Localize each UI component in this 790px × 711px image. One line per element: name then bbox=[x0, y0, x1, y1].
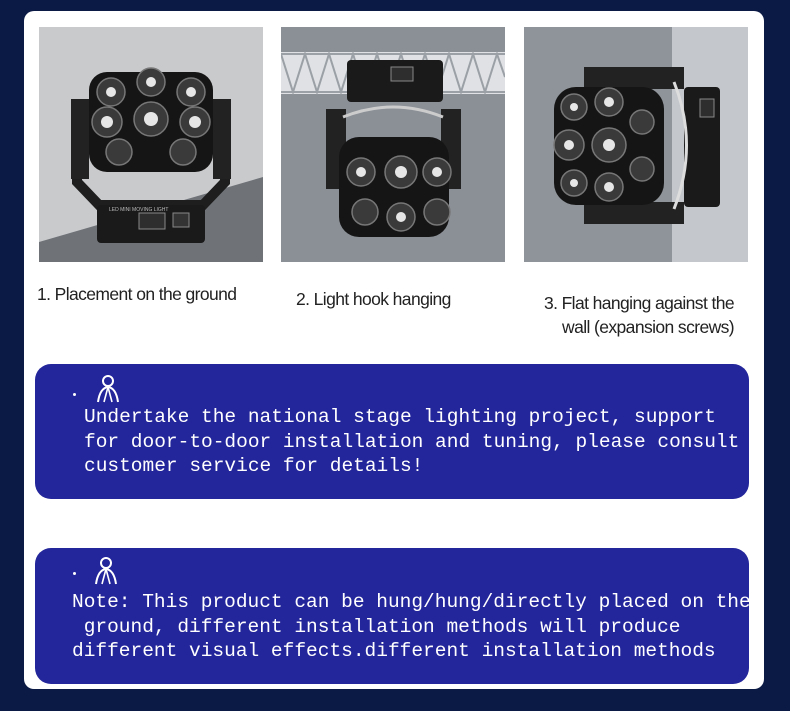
service-info-panel bbox=[35, 364, 749, 499]
caption-ground-placement: 1. Placement on the ground bbox=[37, 284, 237, 304]
hook-hanging-photo bbox=[281, 27, 505, 262]
caption-wall-hanging bbox=[524, 291, 734, 339]
installation-note-text: Note: This product can be hung/hung/directly placed on the ground, different installation methods will produce different visual effects.different installation methods bbox=[72, 591, 751, 662]
service-info-text: Undertake the national stage lighting project, support for door-to-door installation and tuning, please consult customer service for details! bbox=[84, 406, 740, 477]
svg-text:LED MINI MOVING LIGHT: LED MINI MOVING LIGHT bbox=[109, 207, 169, 213]
bullet-dot bbox=[73, 572, 76, 575]
ground-placement-photo bbox=[39, 27, 263, 262]
caption-wall-hanging-line2: wall (expansion screws) bbox=[562, 317, 734, 337]
installation-note-panel bbox=[35, 548, 749, 684]
person-icon bbox=[93, 556, 119, 594]
bullet-dot bbox=[73, 393, 76, 396]
caption-wall-hanging-line1: 3. Flat hanging against the bbox=[543, 293, 734, 313]
content-card bbox=[24, 11, 764, 689]
caption-hook-hanging: 2. Light hook hanging bbox=[296, 289, 451, 309]
wall-hanging-photo bbox=[524, 27, 748, 262]
